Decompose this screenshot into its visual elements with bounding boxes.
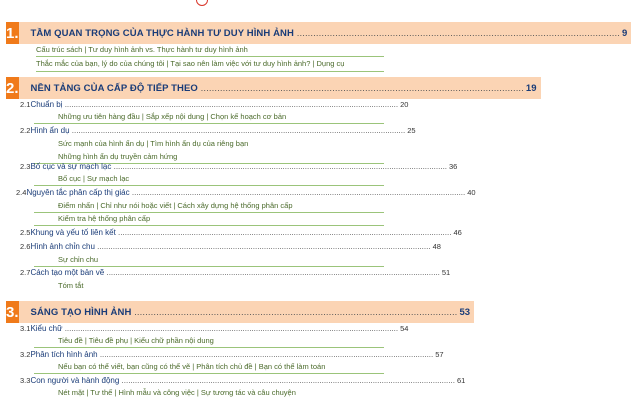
section-2-7-subtopics: Tóm tắt [58,281,84,290]
section-number: 2.5 [20,228,31,237]
section-2-4-subtopics-2: Kiểm tra hệ thống phân cấp [58,214,151,223]
section-number: 2.7 [20,268,31,277]
section-number: 2.6 [20,242,31,251]
chapter-page: 53 [459,306,471,318]
section-title: Cách tạo một bản vẽ ..... [30,267,439,278]
section-2-4-subtopics-1: Điểm nhấn | Chỉ như nói hoặc viết | Cách xây dựng hệ thống phân cấp [58,201,293,210]
chapter-page: 19 [525,82,537,94]
chapter-title: SÁNG TẠO HÌNH ẢNH ..... [31,307,458,318]
section-2-6-subtopics: Sự chỉn chu [58,255,99,264]
section-2-3-subtopics: Bố cục | Sự mạch lạc [58,174,130,183]
section-page: 51 [441,268,451,277]
section-3-2[interactable] [20,348,444,360]
chapter-number: 3. [6,301,19,323]
section-number: 2.2 [20,126,31,135]
section-number: 3.1 [20,324,31,333]
section-page: 25 [407,126,416,135]
chapter-number: 1. [6,22,19,44]
section-3-3[interactable] [20,374,466,386]
section-number: 3.3 [20,376,31,385]
chapter-1-subtopics-1: Cấu trúc sách | Tư duy hình ảnh vs. Thực hành tư duy hình ảnh [36,45,248,54]
chapter-title: NỀN TẢNG CỦA CẤP ĐỘ TIẾP THEO ..... [31,83,524,94]
section-number: 2.1 [20,100,31,109]
chapter-title: TẦM QUAN TRỌNG CỦA THỰC HÀNH TƯ DUY HÌNH ẢNH ..... [31,28,620,39]
chapter-1-header[interactable] [6,22,628,44]
section-3-3-subtopics: Nét mặt | Tư thế | Hình mẫu và công việc | Sự tương tác và câu chuyện [58,388,296,397]
section-number: 2.4 [16,188,27,197]
page-marker-circle [196,0,208,6]
section-2-2[interactable] [20,124,416,136]
section-title: Kiểu chữ ..... [30,323,398,334]
section-title: Bố cục và sự mạch lạc ..... [30,161,447,172]
section-title: Hình ảnh chỉn chu ..... [30,241,430,252]
section-title: Hình ẩn dụ ..... [30,125,405,136]
section-2-5[interactable] [20,226,462,238]
section-page: 46 [453,228,462,237]
section-title: Khung và yếu tố liên kết ..... [30,227,451,238]
section-3-1[interactable] [20,322,409,334]
chapter-1-subtopics-2: Thắc mắc của bạn, lý do của chúng tôi | Tại sao nên làm việc với tư duy hình ảnh? | Dụng cụ [36,59,345,68]
section-page: 40 [467,188,476,197]
section-page: 57 [435,350,444,359]
section-2-4[interactable] [16,186,476,198]
divider [36,71,384,72]
section-title: Con người và hành động ..... [30,375,455,386]
section-2-2-subtopics-1: Sức mạnh của hình ẩn dụ | Tìm hình ẩn dụ của riêng bạn [58,139,249,148]
section-page: 61 [456,376,466,385]
section-2-2-subtopics-2: Những hình ẩn dụ truyền cảm hứng [58,152,178,161]
section-2-7[interactable] [20,266,451,278]
section-page: 48 [432,242,441,251]
chapter-3-header[interactable] [6,301,471,323]
section-page: 20 [400,100,409,109]
chapter-number: 2. [6,77,19,99]
section-page: 54 [400,324,409,333]
section-2-3[interactable] [20,160,458,172]
section-2-1-subtopics: Những ưu tiên hàng đầu | Sắp xếp nội dung | Chọn kế hoạch cơ bản [58,112,287,121]
chapter-page: 9 [621,27,628,39]
chapter-2-header[interactable] [6,77,537,99]
section-title: Nguyên tắc phân cấp thị giác ..... [26,187,465,198]
divider [36,56,384,57]
section-number: 2.3 [20,162,31,171]
section-2-6[interactable] [20,240,441,252]
section-number: 3.2 [20,350,31,359]
section-page: 36 [449,162,458,171]
divider [34,212,384,213]
section-title: Chuẩn bị ..... [30,99,398,110]
section-3-2-subtopics: Nếu bạn có thể viết, bạn cũng có thể vẽ | Phân tích chủ đề | Bạn có thể làm toán [58,362,326,371]
section-2-1[interactable] [20,98,409,110]
section-3-1-subtopics: Tiêu đề | Tiêu đề phụ | Kiểu chữ phần nội dung [58,336,214,345]
section-title: Phân tích hình ảnh ..... [30,349,433,360]
